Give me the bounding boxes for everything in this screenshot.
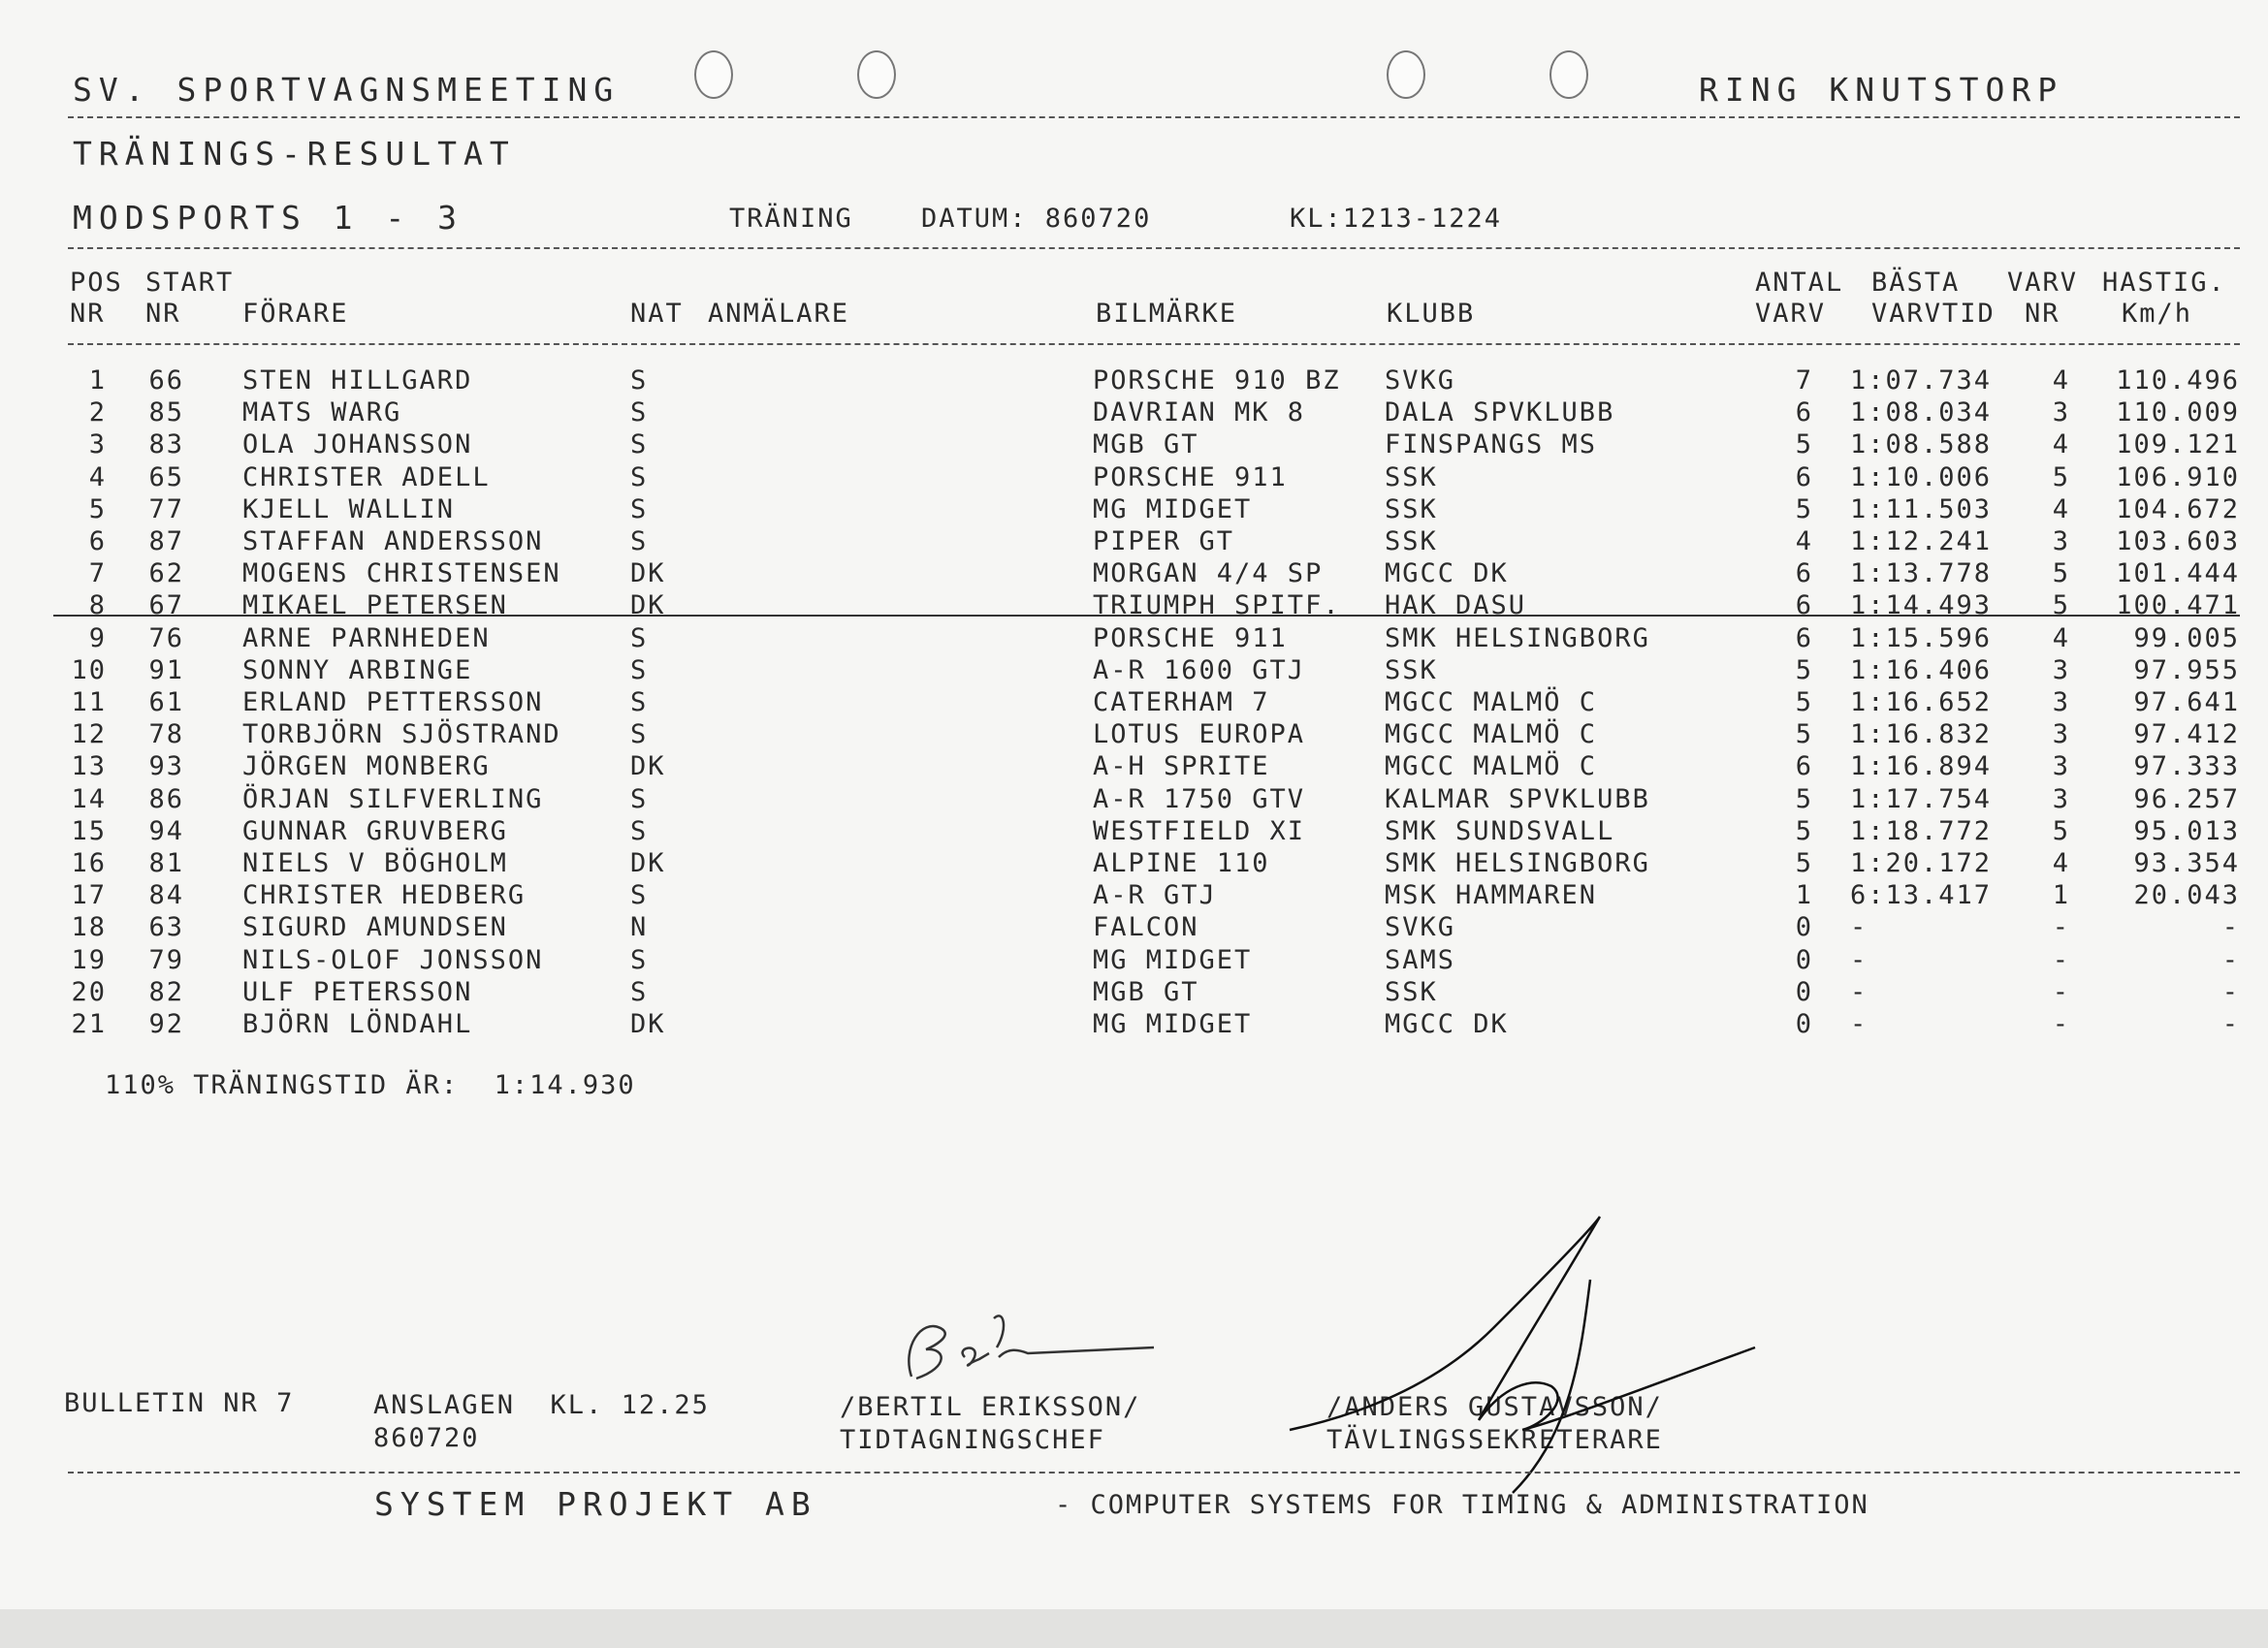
cell-lap: 5 xyxy=(2052,590,2070,621)
cell-start: 84 xyxy=(148,880,184,911)
col-nat: NAT xyxy=(630,299,684,329)
cell-speed: 97.412 xyxy=(2133,719,2240,750)
cell-speed: - xyxy=(2221,1009,2240,1039)
cell-start: 82 xyxy=(148,976,184,1007)
cell-speed: 110.009 xyxy=(2116,397,2240,428)
cell-club: MGCC DK xyxy=(1385,558,1509,589)
cell-start: 62 xyxy=(148,558,184,589)
cell-nat: S xyxy=(630,654,649,685)
cell-pos: 6 xyxy=(88,526,107,556)
cell-lap: 5 xyxy=(2052,461,2070,492)
cell-club: KALMAR SPVKLUBB xyxy=(1385,783,1650,814)
cell-club: MGCC DK xyxy=(1385,1009,1509,1039)
cell-lap: 3 xyxy=(2052,654,2070,685)
punch-hole-4 xyxy=(1549,50,1588,99)
cell-pos: 8 xyxy=(88,590,107,621)
col-pos-nr: NR xyxy=(70,299,106,329)
cell-pos: 18 xyxy=(71,912,107,943)
col-entrant: ANMÄLARE xyxy=(708,299,850,329)
cell-club: SSK xyxy=(1385,461,1438,492)
divider-3 xyxy=(68,343,2240,345)
cell-car: PORSCHE 910 BZ xyxy=(1093,365,1341,396)
cell-nat: DK xyxy=(630,848,666,878)
cell-laps: 0 xyxy=(1795,944,1813,975)
company-name: SYSTEM PROJEKT AB xyxy=(374,1485,817,1523)
cell-nat: S xyxy=(630,365,649,396)
cell-start: 81 xyxy=(148,848,184,878)
cell-club: SVKG xyxy=(1385,365,1456,396)
table-row xyxy=(0,655,2268,687)
col-pos: POS xyxy=(70,268,123,298)
cell-lap: 3 xyxy=(2052,687,2070,717)
cell-lap: 5 xyxy=(2052,558,2070,589)
col-laps-varv: VARV xyxy=(1755,299,1827,329)
session-time: KL:1213-1224 xyxy=(1290,204,1503,234)
cell-pos: 3 xyxy=(88,429,107,460)
cell-driver: BJÖRN LÖNDAHL xyxy=(242,1009,473,1039)
venue-title: RING KNUTSTORP xyxy=(1699,71,2064,109)
cell-club: SMK HELSINGBORG xyxy=(1385,848,1650,878)
cell-lap: 4 xyxy=(2052,622,2070,653)
cell-club: MSK HAMMAREN xyxy=(1385,880,1598,911)
cell-driver: TORBJÖRN SJÖSTRAND xyxy=(242,719,561,750)
col-speed: HASTIG. xyxy=(2102,268,2226,298)
cell-best: - xyxy=(1850,1009,1869,1039)
cell-nat: DK xyxy=(630,590,666,621)
cell-start: 92 xyxy=(148,1009,184,1039)
scan-background xyxy=(0,1609,2268,1648)
cell-lap: 3 xyxy=(2052,719,2070,750)
cell-car: CATERHAM 7 xyxy=(1093,687,1270,717)
cell-nat: DK xyxy=(630,558,666,589)
cell-speed: 104.672 xyxy=(2116,493,2240,524)
cell-speed: 106.910 xyxy=(2116,461,2240,492)
cell-laps: 0 xyxy=(1795,1009,1813,1039)
cell-club: SAMS xyxy=(1385,944,1456,975)
cell-nat: S xyxy=(630,783,649,814)
cell-laps: 0 xyxy=(1795,912,1813,943)
punch-hole-1 xyxy=(694,50,733,99)
col-speed-unit: Km/h xyxy=(2122,299,2193,329)
posted-date: 860720 xyxy=(373,1423,480,1453)
cell-pos: 5 xyxy=(88,493,107,524)
cell-car: DAVRIAN MK 8 xyxy=(1093,397,1306,428)
cell-start: 63 xyxy=(148,912,184,943)
cell-pos: 7 xyxy=(88,558,107,589)
cell-laps: 5 xyxy=(1795,815,1813,846)
cell-best: 1:16.894 xyxy=(1850,751,1993,782)
cell-best: 1:16.652 xyxy=(1850,687,1993,717)
cell-pos: 20 xyxy=(71,976,107,1007)
signer2-title: TÄVLINGSSEKRETERARE xyxy=(1326,1425,1663,1455)
cell-club: MGCC MALMÖ C xyxy=(1385,719,1598,750)
cell-pos: 17 xyxy=(71,880,107,911)
col-driver: FÖRARE xyxy=(242,299,349,329)
signature-anders-gustavsson xyxy=(1280,1212,1784,1503)
cell-pos: 9 xyxy=(88,622,107,653)
posted-time: ANSLAGEN KL. 12.25 xyxy=(373,1390,710,1420)
cell-lap: 3 xyxy=(2052,783,2070,814)
divider-2 xyxy=(68,247,2240,249)
divider-1 xyxy=(68,116,2240,118)
cell-lap: - xyxy=(2052,912,2070,943)
cell-car: ALPINE 110 xyxy=(1093,848,1270,878)
cell-best: 1:14.493 xyxy=(1850,590,1993,621)
company-tagline: - COMPUTER SYSTEMS FOR TIMING & ADMINISTRATION xyxy=(1055,1490,1869,1520)
cell-club: FINSPANGS MS xyxy=(1385,429,1598,460)
cell-car: PORSCHE 911 xyxy=(1093,622,1288,653)
table-row xyxy=(0,751,2268,783)
cell-club: MGCC MALMÖ C xyxy=(1385,751,1598,782)
cell-car: A-R 1750 GTV xyxy=(1093,783,1306,814)
cell-nat: S xyxy=(630,880,649,911)
class-name: MODSPORTS 1 - 3 xyxy=(73,199,464,237)
cell-car: MG MIDGET xyxy=(1093,944,1253,975)
cell-speed: - xyxy=(2221,944,2240,975)
cell-speed: 101.444 xyxy=(2116,558,2240,589)
cell-best: 1:08.588 xyxy=(1850,429,1993,460)
cell-car: MGB GT xyxy=(1093,976,1199,1007)
cell-pos: 11 xyxy=(71,687,107,717)
cell-laps: 0 xyxy=(1795,976,1813,1007)
session-date: DATUM: 860720 xyxy=(921,204,1152,234)
col-car: BILMÄRKE xyxy=(1096,299,1238,329)
cell-lap: 3 xyxy=(2052,751,2070,782)
cell-driver: SIGURD AMUNDSEN xyxy=(242,912,508,943)
cell-laps: 5 xyxy=(1795,687,1813,717)
cell-club: SMK HELSINGBORG xyxy=(1385,622,1650,653)
table-row xyxy=(0,526,2268,558)
cell-best: 1:18.772 xyxy=(1850,815,1993,846)
cell-start: 94 xyxy=(148,815,184,846)
cell-speed: - xyxy=(2221,912,2240,943)
cell-nat: S xyxy=(630,687,649,717)
cell-pos: 1 xyxy=(88,365,107,396)
cell-lap: - xyxy=(2052,944,2070,975)
cell-pos: 10 xyxy=(71,654,107,685)
results-subtitle: TRÄNINGS-RESULTAT xyxy=(73,135,516,173)
cell-best: 1:16.406 xyxy=(1850,654,1993,685)
cell-speed: 97.641 xyxy=(2133,687,2240,717)
table-row xyxy=(0,494,2268,526)
cell-laps: 6 xyxy=(1795,397,1813,428)
cell-driver: ARNE PARNHEDEN xyxy=(242,622,491,653)
cell-best: - xyxy=(1850,912,1869,943)
cell-pos: 14 xyxy=(71,783,107,814)
cell-start: 87 xyxy=(148,526,184,556)
cell-nat: S xyxy=(630,493,649,524)
cell-pos: 13 xyxy=(71,751,107,782)
cell-speed: 95.013 xyxy=(2133,815,2240,846)
cell-club: SSK xyxy=(1385,493,1438,524)
cell-start: 93 xyxy=(148,751,184,782)
cell-start: 85 xyxy=(148,397,184,428)
cell-driver: MATS WARG xyxy=(242,397,402,428)
cell-club: SVKG xyxy=(1385,912,1456,943)
cell-nat: S xyxy=(630,976,649,1007)
cell-nat: S xyxy=(630,526,649,556)
cell-speed: 97.333 xyxy=(2133,751,2240,782)
cell-nat: N xyxy=(630,912,649,943)
cell-lap: - xyxy=(2052,1009,2070,1039)
cell-nat: S xyxy=(630,461,649,492)
cell-speed: 96.257 xyxy=(2133,783,2240,814)
cell-driver: CHRISTER HEDBERG xyxy=(242,880,527,911)
cell-nat: S xyxy=(630,622,649,653)
cell-car: MG MIDGET xyxy=(1093,1009,1253,1039)
divider-4 xyxy=(68,1472,2240,1474)
col-lapno: VARV xyxy=(2007,268,2079,298)
cell-car: PIPER GT xyxy=(1093,526,1235,556)
punch-hole-2 xyxy=(857,50,896,99)
cell-driver: OLA JOHANSSON xyxy=(242,429,473,460)
cell-lap: 4 xyxy=(2052,365,2070,396)
cell-driver: STAFFAN ANDERSSON xyxy=(242,526,544,556)
cell-club: SSK xyxy=(1385,526,1438,556)
cell-driver: CHRISTER ADELL xyxy=(242,461,491,492)
cell-nat: DK xyxy=(630,1009,666,1039)
table-row xyxy=(0,880,2268,912)
qualifying-note: 110% TRÄNINGSTID ÄR: 1:14.930 xyxy=(105,1070,636,1100)
cell-speed: 110.496 xyxy=(2116,365,2240,396)
cell-car: FALCON xyxy=(1093,912,1199,943)
signature-bertil-eriksson xyxy=(873,1289,1164,1396)
cell-best: 6:13.417 xyxy=(1850,880,1993,911)
cell-car: PORSCHE 911 xyxy=(1093,461,1288,492)
cell-laps: 6 xyxy=(1795,558,1813,589)
cell-lap: 1 xyxy=(2052,880,2070,911)
cell-pos: 21 xyxy=(71,1009,107,1039)
signer1-title: TIDTAGNINGSCHEF xyxy=(840,1425,1105,1455)
cell-driver: GUNNAR GRUVBERG xyxy=(242,815,508,846)
cell-club: SSK xyxy=(1385,976,1438,1007)
session-label: TRÄNING xyxy=(729,204,853,234)
cell-start: 77 xyxy=(148,493,184,524)
cell-laps: 7 xyxy=(1795,365,1813,396)
cell-car: A-H SPRITE xyxy=(1093,751,1270,782)
cell-start: 91 xyxy=(148,654,184,685)
cell-nat: S xyxy=(630,719,649,750)
event-title: SV. SPORTVAGNSMEETING xyxy=(73,71,621,109)
cell-speed: 109.121 xyxy=(2116,429,2240,460)
table-row xyxy=(0,784,2268,816)
cell-lap: 4 xyxy=(2052,848,2070,878)
cell-laps: 6 xyxy=(1795,622,1813,653)
cell-driver: JÖRGEN MONBERG xyxy=(242,751,491,782)
cell-best: 1:13.778 xyxy=(1850,558,1993,589)
cell-best: 1:11.503 xyxy=(1850,493,1993,524)
cell-speed: 103.603 xyxy=(2116,526,2240,556)
cell-driver: MOGENS CHRISTENSEN xyxy=(242,558,561,589)
cell-start: 79 xyxy=(148,944,184,975)
cell-laps: 5 xyxy=(1795,493,1813,524)
cell-driver: ERLAND PETTERSSON xyxy=(242,687,544,717)
cell-pos: 2 xyxy=(88,397,107,428)
cell-laps: 5 xyxy=(1795,654,1813,685)
col-best-varvtid: VARVTID xyxy=(1871,299,1996,329)
cell-laps: 6 xyxy=(1795,751,1813,782)
cell-laps: 4 xyxy=(1795,526,1813,556)
table-row xyxy=(0,816,2268,848)
cell-laps: 5 xyxy=(1795,783,1813,814)
cell-car: MGB GT xyxy=(1093,429,1199,460)
table-row xyxy=(0,462,2268,494)
cell-lap: 3 xyxy=(2052,397,2070,428)
cell-best: 1:07.734 xyxy=(1850,365,1993,396)
cell-best: 1:17.754 xyxy=(1850,783,1993,814)
signer2-name: /ANDERS GUSTAVSSON/ xyxy=(1326,1392,1663,1422)
cell-speed: - xyxy=(2221,976,2240,1007)
cell-start: 76 xyxy=(148,622,184,653)
cell-speed: 97.955 xyxy=(2133,654,2240,685)
cell-best: 1:12.241 xyxy=(1850,526,1993,556)
cell-start: 78 xyxy=(148,719,184,750)
table-row xyxy=(0,623,2268,655)
cell-car: A-R 1600 GTJ xyxy=(1093,654,1306,685)
cell-driver: MIKAEL PETERSEN xyxy=(242,590,508,621)
cell-club: DALA SPVKLUBB xyxy=(1385,397,1615,428)
cell-car: TRIUMPH SPITF. xyxy=(1093,590,1341,621)
cell-lap: - xyxy=(2052,976,2070,1007)
col-start-nr: NR xyxy=(145,299,181,329)
col-club: KLUBB xyxy=(1387,299,1476,329)
cell-start: 61 xyxy=(148,687,184,717)
cell-driver: NIELS V BÖGHOLM xyxy=(242,848,508,878)
cell-best: - xyxy=(1850,976,1869,1007)
cell-car: A-R GTJ xyxy=(1093,880,1217,911)
cell-driver: ÖRJAN SILFVERLING xyxy=(242,783,544,814)
cell-laps: 6 xyxy=(1795,461,1813,492)
cell-speed: 100.471 xyxy=(2116,590,2240,621)
table-row xyxy=(0,687,2268,719)
bulletin-number: BULLETIN NR 7 xyxy=(64,1388,295,1418)
cell-speed: 20.043 xyxy=(2133,880,2240,911)
cell-nat: DK xyxy=(630,751,666,782)
cell-lap: 4 xyxy=(2052,493,2070,524)
cell-club: SSK xyxy=(1385,654,1438,685)
cell-best: 1:20.172 xyxy=(1850,848,1993,878)
cell-lap: 5 xyxy=(2052,815,2070,846)
cell-driver: ULF PETERSSON xyxy=(242,976,473,1007)
table-row xyxy=(0,590,2268,622)
cell-laps: 5 xyxy=(1795,429,1813,460)
col-lapno-nr: NR xyxy=(2025,299,2060,329)
cell-nat: S xyxy=(630,815,649,846)
table-row xyxy=(0,397,2268,429)
cell-start: 86 xyxy=(148,783,184,814)
col-laps: ANTAL xyxy=(1755,268,1844,298)
table-row xyxy=(0,1009,2268,1041)
cell-club: MGCC MALMÖ C xyxy=(1385,687,1598,717)
cell-laps: 5 xyxy=(1795,848,1813,878)
cell-laps: 1 xyxy=(1795,880,1813,911)
cell-lap: 3 xyxy=(2052,526,2070,556)
cell-start: 67 xyxy=(148,590,184,621)
cell-driver: NILS-OLOF JONSSON xyxy=(242,944,544,975)
table-row xyxy=(0,429,2268,461)
cell-car: LOTUS EUROPA xyxy=(1093,719,1306,750)
table-row xyxy=(0,912,2268,944)
punch-hole-3 xyxy=(1387,50,1425,99)
cell-driver: KJELL WALLIN xyxy=(242,493,456,524)
cell-nat: S xyxy=(630,944,649,975)
cell-pos: 16 xyxy=(71,848,107,878)
col-start: START xyxy=(145,268,235,298)
table-row xyxy=(0,977,2268,1009)
cell-start: 66 xyxy=(148,365,184,396)
table-row xyxy=(0,719,2268,751)
cell-lap: 4 xyxy=(2052,429,2070,460)
table-row xyxy=(0,945,2268,977)
cell-best: 1:16.832 xyxy=(1850,719,1993,750)
cell-driver: STEN HILLGARD xyxy=(242,365,473,396)
cell-car: MORGAN 4/4 SP xyxy=(1093,558,1324,589)
cell-pos: 4 xyxy=(88,461,107,492)
cell-driver: SONNY ARBINGE xyxy=(242,654,473,685)
cell-best: 1:15.596 xyxy=(1850,622,1993,653)
cell-car: WESTFIELD XI xyxy=(1093,815,1306,846)
table-row xyxy=(0,365,2268,397)
table-row xyxy=(0,558,2268,590)
signer1-name: /BERTIL ERIKSSON/ xyxy=(840,1392,1141,1422)
table-row xyxy=(0,848,2268,880)
cell-club: SMK SUNDSVALL xyxy=(1385,815,1615,846)
cell-nat: S xyxy=(630,429,649,460)
cell-speed: 93.354 xyxy=(2133,848,2240,878)
cell-best: 1:08.034 xyxy=(1850,397,1993,428)
cell-pos: 12 xyxy=(71,719,107,750)
cell-nat: S xyxy=(630,397,649,428)
cell-club: HAK DASU xyxy=(1385,590,1527,621)
cell-laps: 6 xyxy=(1795,590,1813,621)
qualifying-cut-line xyxy=(53,615,2240,617)
cell-car: MG MIDGET xyxy=(1093,493,1253,524)
cell-pos: 15 xyxy=(71,815,107,846)
cell-best: - xyxy=(1850,944,1869,975)
col-best: BÄSTA xyxy=(1871,268,1961,298)
cell-start: 65 xyxy=(148,461,184,492)
cell-speed: 99.005 xyxy=(2133,622,2240,653)
cell-pos: 19 xyxy=(71,944,107,975)
cell-laps: 5 xyxy=(1795,719,1813,750)
cell-start: 83 xyxy=(148,429,184,460)
cell-best: 1:10.006 xyxy=(1850,461,1993,492)
